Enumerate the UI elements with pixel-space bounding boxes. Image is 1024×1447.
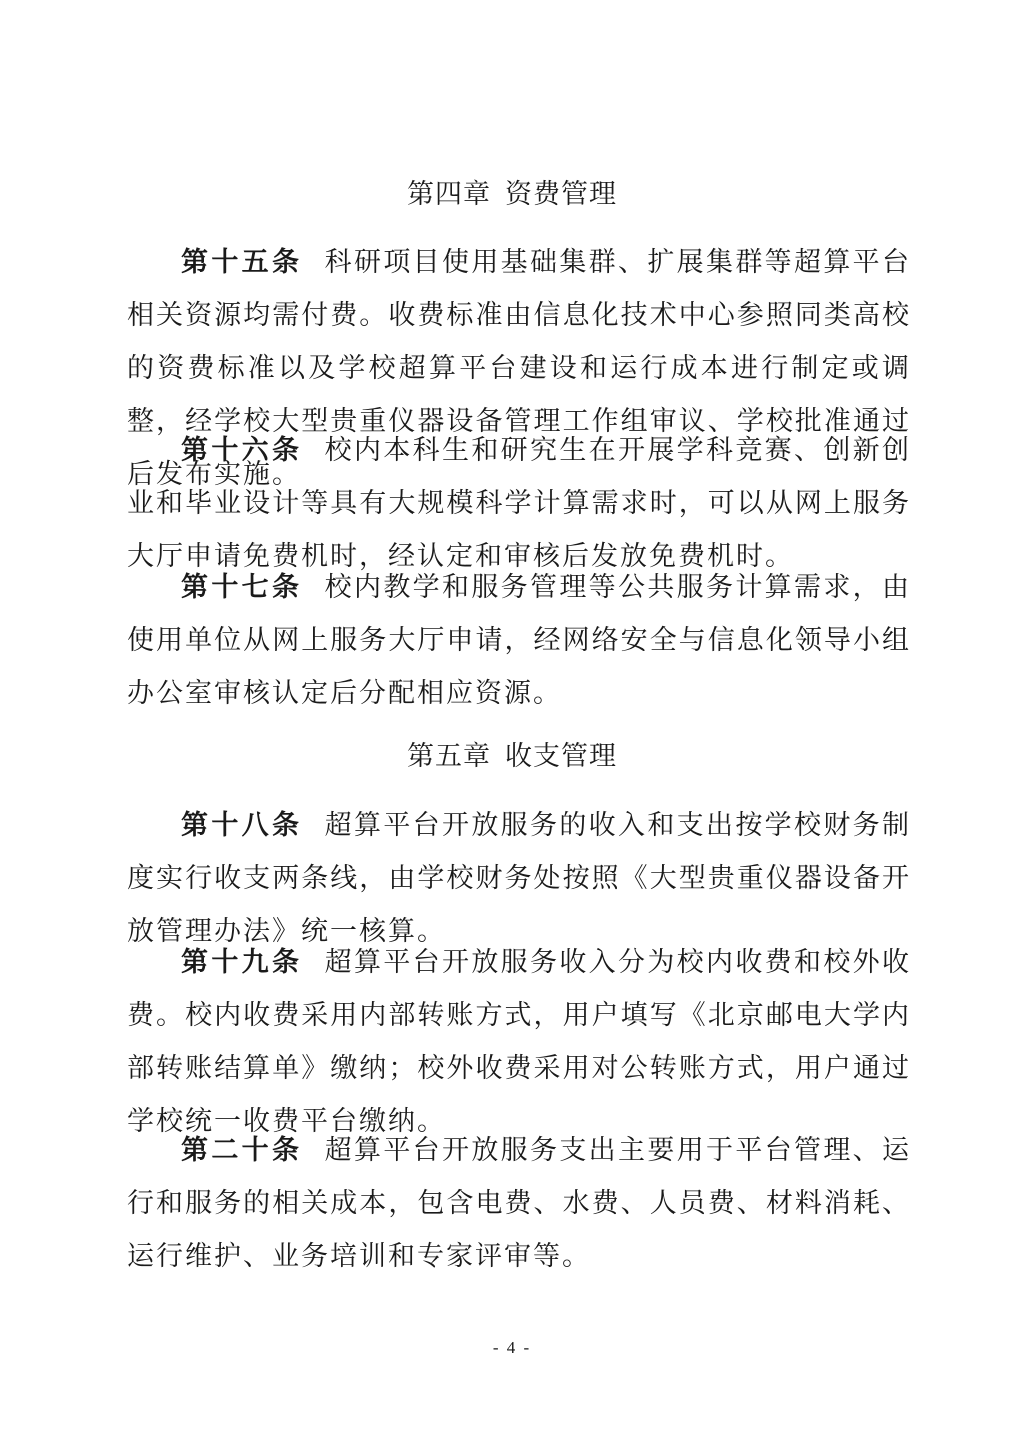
article-label: 第十八条 — [181, 810, 303, 841]
chapter-name: 收支管理 — [505, 741, 617, 772]
article-17 — [127, 561, 911, 720]
article-text: 超算平台开放服务支出主要用于平台管理、运行和服务的相关成本，包含电费、水费、人员费、材料消耗、运行维护、业务培训和专家评审等。 — [127, 1135, 912, 1272]
chapter-title-5 — [0, 734, 1024, 773]
article-text: 超算平台开放服务的收入和支出按学校财务制度实行收支两条线，由学校财务处按照《大型贵重仪器设备开放管理办法》统一核算。 — [127, 810, 912, 947]
article-label: 第十六条 — [181, 435, 303, 466]
article-label: 第十七条 — [181, 572, 303, 603]
article-text: 校内本科生和研究生在开展学科竞赛、创新创业和毕业设计等具有大规模科学计算需求时，可以从网上服务大厅申请免费机时，经认定和审核后发放免费机时。 — [127, 435, 912, 572]
article-text: 超算平台开放服务收入分为校内收费和校外收费。校内收费采用内部转账方式，用户填写《北京邮电大学内部转账结算单》缴纳；校外收费采用对公转账方式，用户通过学校统一收费平台缴纳。 — [127, 947, 912, 1137]
article-label: 第十九条 — [181, 947, 303, 978]
chapter-number: 第四章 — [407, 179, 491, 210]
article-label: 第二十条 — [181, 1135, 303, 1166]
chapter-number: 第五章 — [407, 741, 491, 772]
article-16 — [127, 424, 911, 583]
chapter-title-4 — [0, 172, 1024, 211]
article-text: 科研项目使用基础集群、扩展集群等超算平台相关资源均需付费。收费标准由信息化技术中心参照同类高校的资费标准以及学校超算平台建设和运行成本进行制定或调整，经学校大型贵重仪器设备管理工作组审议、学校批准通过后发布实施。 — [127, 247, 912, 490]
chapter-name: 资费管理 — [505, 179, 617, 210]
page-number: - 4 - — [492, 1338, 532, 1357]
article-19 — [127, 936, 911, 1148]
article-label: 第十五条 — [181, 247, 303, 278]
article-20 — [127, 1124, 911, 1283]
article-18 — [127, 799, 911, 958]
article-text: 校内教学和服务管理等公共服务计算需求，由使用单位从网上服务大厅申请，经网络安全与信息化领导小组办公室审核认定后分配相应资源。 — [127, 572, 912, 709]
